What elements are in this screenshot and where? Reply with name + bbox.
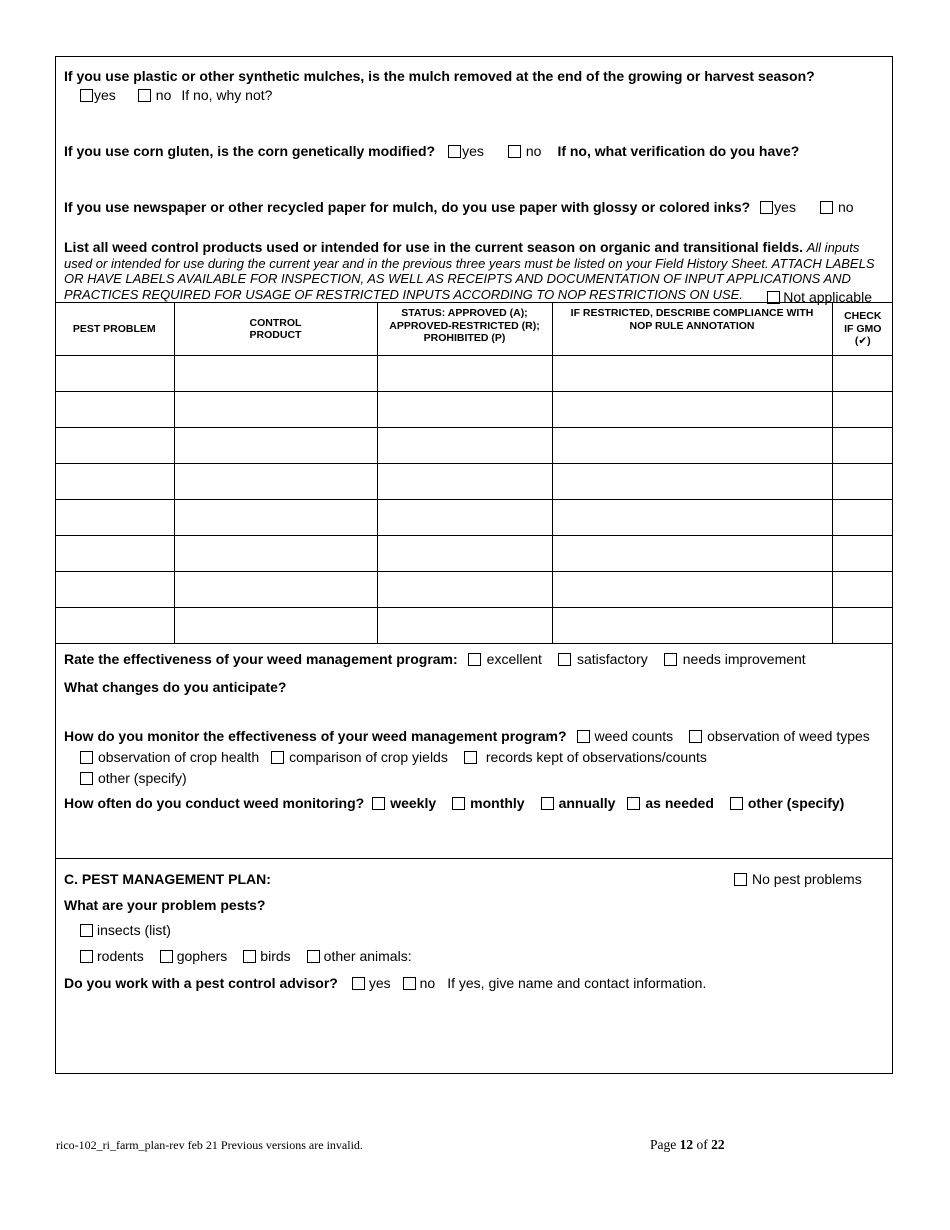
section-divider — [55, 858, 893, 859]
mulch-followup: If no, why not? — [181, 87, 273, 103]
mulch-question: If you use plastic or other synthetic mulches, is the mulch removed at the end of the growing or harvest season? — [64, 68, 815, 84]
monitor-records-checkbox[interactable] — [464, 751, 477, 764]
mulch-no-checkbox[interactable] — [138, 89, 151, 102]
rate-question: Rate the effectiveness of your weed management program: — [64, 651, 458, 667]
product-cell[interactable] — [174, 428, 377, 464]
advisor-no-checkbox[interactable] — [403, 977, 416, 990]
birds-checkbox[interactable] — [243, 950, 256, 963]
status-cell[interactable] — [377, 608, 552, 644]
product-cell[interactable] — [174, 392, 377, 428]
footer-revision: rico-102_ri_farm_plan-rev feb 21 Previous versions are invalid. — [56, 1138, 363, 1152]
advisor-followup: If yes, give name and contact information. — [447, 975, 707, 991]
monitor-weed-types-checkbox[interactable] — [689, 730, 702, 743]
weed-products-instructions — [64, 239, 876, 305]
insects-checkbox[interactable] — [80, 924, 93, 937]
compliance-cell[interactable] — [552, 464, 832, 500]
monitor-weed-counts-checkbox[interactable] — [577, 730, 590, 743]
product-cell[interactable] — [174, 572, 377, 608]
mulch-yes-checkbox[interactable] — [80, 89, 93, 102]
frequency-weekly-checkbox[interactable] — [372, 797, 385, 810]
corn-no-checkbox[interactable] — [508, 145, 521, 158]
monitor-records-label: records kept of observations/counts — [485, 749, 707, 765]
table-header-row — [55, 303, 893, 356]
footer-page-number — [650, 1137, 725, 1153]
monitor-other-label: other (specify) — [98, 770, 187, 786]
advisor-yes-checkbox[interactable] — [352, 977, 365, 990]
table-row — [55, 356, 893, 392]
other-animals-checkbox[interactable] — [307, 950, 320, 963]
frequency-monthly-checkbox[interactable] — [452, 797, 465, 810]
frequency-as-needed-label: as needed — [645, 795, 714, 811]
monitor-crop-health-label: observation of crop health — [98, 749, 260, 765]
header-compliance: IF RESTRICTED, DESCRIBE COMPLIANCE WITH NOP RULE ANNOTATION — [552, 303, 832, 356]
pest-cell[interactable] — [55, 428, 174, 464]
advisor-no-label: no — [419, 975, 436, 991]
product-cell[interactable] — [174, 500, 377, 536]
pest-cell[interactable] — [55, 536, 174, 572]
monitor-crop-yields-label: comparison of crop yields — [289, 749, 448, 765]
compliance-cell[interactable] — [552, 356, 832, 392]
newspaper-no-label: no — [837, 199, 854, 215]
rate-satisfactory-checkbox[interactable] — [558, 653, 571, 666]
changes-question: What changes do you anticipate? — [64, 679, 287, 695]
compliance-cell[interactable] — [552, 536, 832, 572]
advisor-question: Do you work with a pest control advisor? — [64, 975, 338, 991]
weed-products-lead: List all weed control products used or intended for use in the current season on organic and transitional fields. — [64, 239, 803, 255]
gmo-cell[interactable] — [832, 500, 893, 536]
mulch-no-label: no — [155, 87, 172, 103]
corn-no-label: no — [525, 143, 542, 159]
rate-needs-improvement-checkbox[interactable] — [664, 653, 677, 666]
footer-page-word: Page — [650, 1137, 677, 1152]
no-pest-problems-checkbox[interactable] — [734, 873, 747, 886]
corn-question: If you use corn gluten, is the corn genetically modified? — [64, 143, 436, 159]
status-cell[interactable] — [377, 536, 552, 572]
table-row — [55, 428, 893, 464]
table-row — [55, 572, 893, 608]
header-gmo: CHECK IF GMO (✔) — [832, 303, 893, 356]
monitor-other-checkbox[interactable] — [80, 772, 93, 785]
status-cell[interactable] — [377, 500, 552, 536]
rate-excellent-label: excellent — [486, 651, 542, 667]
frequency-other-label: other (specify) — [747, 795, 845, 811]
weed-control-table — [55, 302, 893, 644]
footer-page-current: 12 — [679, 1137, 694, 1152]
rate-excellent-checkbox[interactable] — [468, 653, 481, 666]
rodents-label: rodents — [97, 948, 144, 964]
gophers-checkbox[interactable] — [160, 950, 173, 963]
monitor-weed-counts-label: weed counts — [594, 728, 674, 744]
newspaper-yes-checkbox[interactable] — [760, 201, 773, 214]
not-applicable-label: Not applicable — [783, 288, 872, 305]
monitor-question: How do you monitor the effectiveness of your weed management program? — [64, 728, 567, 744]
weed-products-italic: All inputs used or intended for use during the current year and in the previous three years must be listed on your Field History Sheet. ATTACH LABELS OR HAVE LABELS AVAILABLE FOR INSPECTION, AS WELL AS RECEIPTS AND DOCUMENTATION OF INPUT APPLICATIONS AND PRACTICES REQUIRED FOR USAGE OF RESTRICTED INPUTS ACCORDING TO NOP RESTRICTIONS ON USE. — [64, 240, 875, 302]
table-row — [55, 392, 893, 428]
table-row — [55, 464, 893, 500]
status-cell[interactable] — [377, 356, 552, 392]
rodents-checkbox[interactable] — [80, 950, 93, 963]
frequency-question: How often do you conduct weed monitoring? — [64, 795, 365, 811]
advisor-yes-label: yes — [368, 975, 391, 991]
no-pest-problems-label: No pest problems — [752, 871, 862, 887]
product-cell[interactable] — [174, 464, 377, 500]
status-cell[interactable] — [377, 464, 552, 500]
status-cell[interactable] — [377, 572, 552, 608]
frequency-other-checkbox[interactable] — [730, 797, 743, 810]
birds-label: birds — [260, 948, 291, 964]
footer-of-word: of — [696, 1137, 708, 1152]
status-cell[interactable] — [377, 392, 552, 428]
gmo-cell[interactable] — [832, 608, 893, 644]
gmo-cell[interactable] — [832, 428, 893, 464]
insects-label: insects (list) — [97, 922, 171, 938]
newspaper-yes-label: yes — [774, 199, 796, 215]
monitor-weed-types-label: observation of weed types — [707, 728, 870, 744]
problem-pests-question: What are your problem pests? — [64, 897, 266, 913]
compliance-cell[interactable] — [552, 572, 832, 608]
newspaper-no-checkbox[interactable] — [820, 201, 833, 214]
frequency-monthly-label: monthly — [470, 795, 525, 811]
pest-cell[interactable] — [55, 500, 174, 536]
newspaper-question: If you use newspaper or other recycled paper for mulch, do you use paper with glossy or colored inks? — [64, 199, 751, 215]
frequency-annually-checkbox[interactable] — [541, 797, 554, 810]
header-control-product: CONTROL PRODUCT — [174, 303, 377, 356]
corn-followup: If no, what verification do you have? — [557, 143, 800, 159]
mulch-yes-label: yes — [94, 87, 116, 103]
pest-cell[interactable] — [55, 572, 174, 608]
rate-needs-improvement-label: needs improvement — [682, 651, 806, 667]
pest-plan-heading: C. PEST MANAGEMENT PLAN: — [64, 871, 271, 887]
table-row — [55, 500, 893, 536]
compliance-cell[interactable] — [552, 392, 832, 428]
compliance-cell[interactable] — [552, 608, 832, 644]
footer-page-total: 22 — [711, 1137, 725, 1152]
monitor-crop-yields-checkbox[interactable] — [271, 751, 284, 764]
frequency-as-needed-checkbox[interactable] — [627, 797, 640, 810]
product-cell[interactable] — [174, 608, 377, 644]
pest-cell[interactable] — [55, 356, 174, 392]
frequency-annually-label: annually — [558, 795, 616, 811]
frequency-weekly-label: weekly — [390, 795, 437, 811]
product-cell[interactable] — [174, 536, 377, 572]
rate-satisfactory-label: satisfactory — [576, 651, 648, 667]
gophers-label: gophers — [176, 948, 228, 964]
monitor-crop-health-checkbox[interactable] — [80, 751, 93, 764]
pest-cell[interactable] — [55, 464, 174, 500]
corn-yes-checkbox[interactable] — [448, 145, 461, 158]
table-row — [55, 536, 893, 572]
gmo-cell[interactable] — [832, 392, 893, 428]
status-cell[interactable] — [377, 428, 552, 464]
gmo-cell[interactable] — [832, 464, 893, 500]
header-status: STATUS: APPROVED (A); APPROVED-RESTRICTED (R); PROHIBITED (P) — [377, 303, 552, 356]
product-cell[interactable] — [174, 356, 377, 392]
gmo-cell[interactable] — [832, 536, 893, 572]
gmo-cell[interactable] — [832, 356, 893, 392]
compliance-cell[interactable] — [552, 428, 832, 464]
table-row — [55, 608, 893, 644]
gmo-cell[interactable] — [832, 572, 893, 608]
pest-cell[interactable] — [55, 392, 174, 428]
pest-cell[interactable] — [55, 608, 174, 644]
compliance-cell[interactable] — [552, 500, 832, 536]
corn-yes-label: yes — [462, 143, 484, 159]
other-animals-label: other animals: — [323, 948, 412, 964]
header-pest-problem: PEST PROBLEM — [55, 303, 174, 356]
